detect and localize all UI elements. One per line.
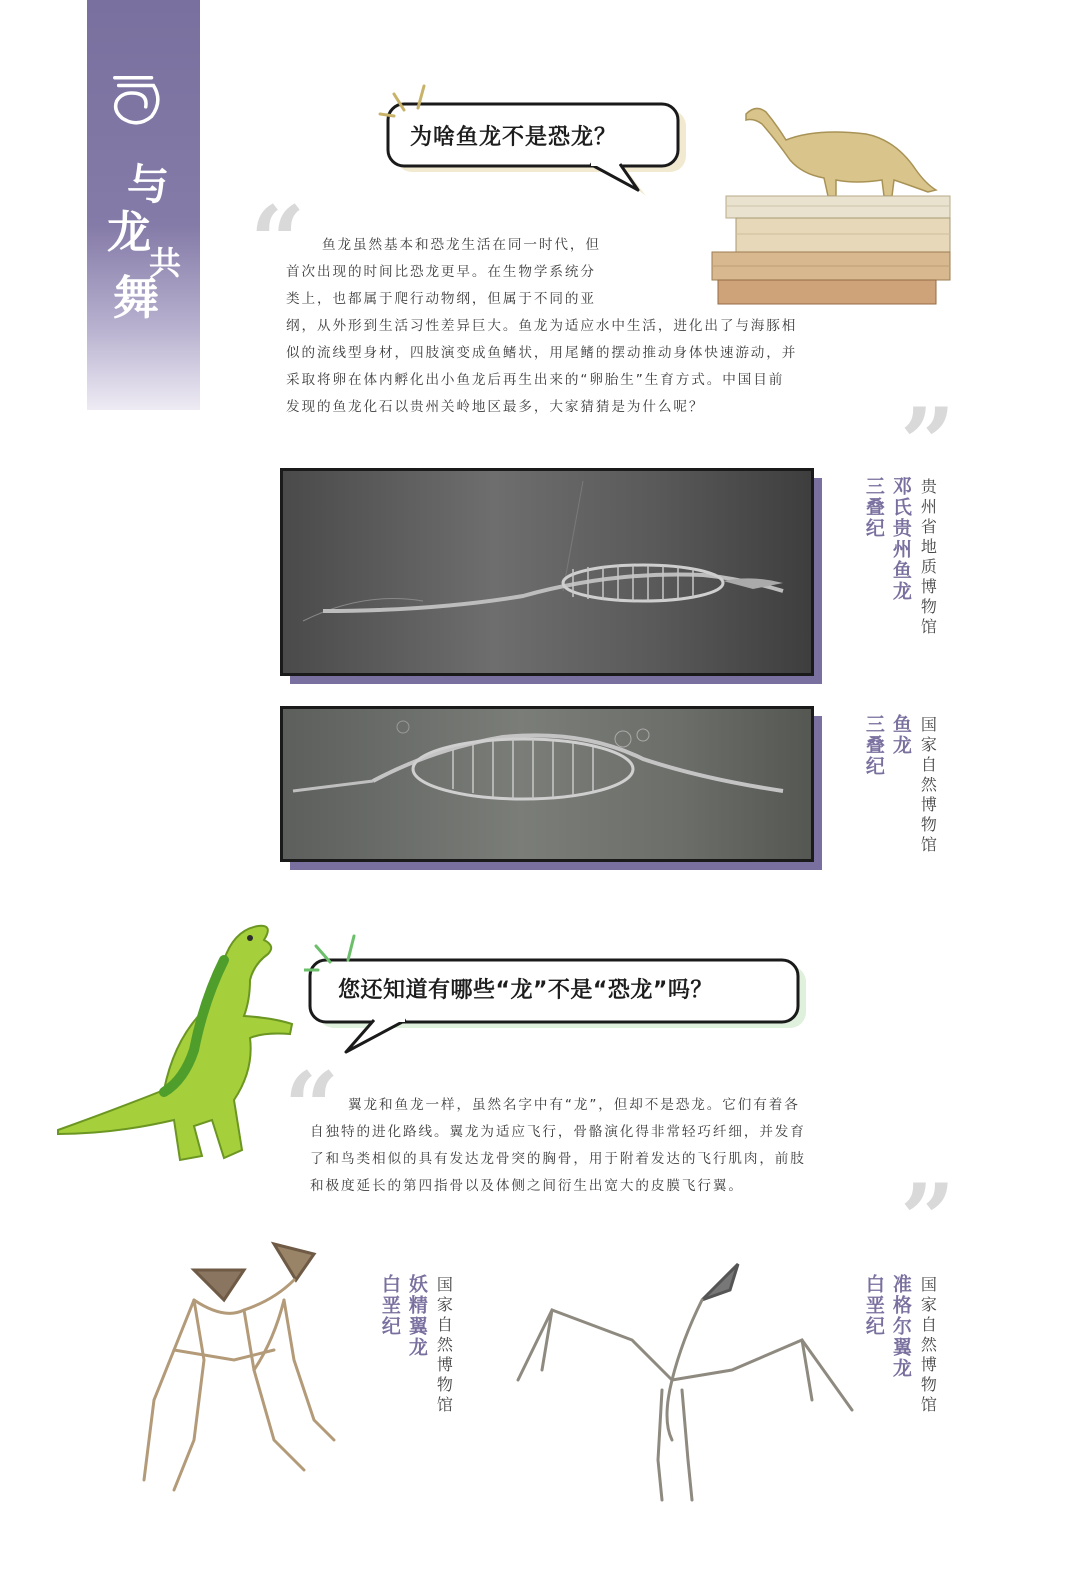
paragraph-1 xyxy=(286,232,936,421)
paragraph-2 xyxy=(310,1092,936,1200)
paragraph-1-line-1: 鱼龙虽然基本和恐龙生活在同一时代，但 xyxy=(322,237,601,253)
pterosaur-2-museum: 国家自然博物馆 xyxy=(918,1276,938,1416)
fossil-1-era: 三叠纪 xyxy=(862,476,885,539)
fossil-1-image xyxy=(280,468,814,676)
fossil-1-museum: 贵州省地质博物馆 xyxy=(918,478,938,638)
paragraph-2-line-2: 自独特的进化路线。翼龙为适应飞行，骨骼演化得非常轻巧纤细，并发育 xyxy=(310,1124,806,1140)
paragraph-1-line-4: 纲，从外形到生活习性差异巨大。鱼龙为适应水中生活，进化出了与海豚相 xyxy=(286,318,798,334)
pterosaur-2-era: 白垩纪 xyxy=(862,1274,885,1337)
paragraph-1-line-7: 发现的鱼龙化石以贵州关岭地区最多，大家猜猜是为什么呢？ xyxy=(286,399,705,415)
question-2-text: 您还知道有哪些“龙”不是“恐龙”吗？ xyxy=(338,978,713,1003)
paragraph-1-line-3: 类上，也都属于爬行动物纲，但属于不同的亚 xyxy=(286,291,596,307)
pterosaur-1-museum: 国家自然博物馆 xyxy=(434,1276,454,1416)
ichthyosaur-skeleton-2 xyxy=(283,709,811,859)
paragraph-2-line-3: 了和鸟类相似的具有发达龙骨突的胸骨，用于附着发达的飞行肌肉，前肢 xyxy=(310,1151,806,1167)
pterosaur-skeleton-2-image xyxy=(512,1260,862,1510)
pterosaur-1-name: 妖精翼龙 xyxy=(405,1274,428,1358)
open-quote-mark-1: “ xyxy=(250,185,306,298)
fossil-2-era: 三叠纪 xyxy=(862,714,885,777)
paragraph-1-line-5: 似的流线型身材，四肢演变成鱼鳍状，用尾鳍的摆动推动身体快速游动，并 xyxy=(286,345,798,361)
banner-char-1: 与 xyxy=(127,160,170,209)
pterosaur-skeleton-1-image xyxy=(134,1240,354,1500)
open-quote-mark-2: “ xyxy=(284,1051,340,1164)
section-number-emblem xyxy=(109,72,167,130)
paragraph-1-line-2: 首次出现的时间比恐龙更早。在生物学系统分 xyxy=(286,264,596,280)
banner-char-3: 共 xyxy=(149,244,182,282)
close-quote-mark-2: ” xyxy=(900,1163,956,1276)
paragraph-1-line-6: 采取将卵在体内孵化出小鱼龙后再生出来的“卵胎生”生育方式。中国目前 xyxy=(286,372,785,388)
question-1-text: 为啥鱼龙不是恐龙？ xyxy=(410,125,618,150)
paragraph-2-line-4: 和极度延长的第四指骨以及体侧之间衍生出宽大的皮膜飞行翼。 xyxy=(310,1178,744,1194)
banner-char-2: 龙 xyxy=(107,207,151,258)
fossil-2-museum: 国家自然博物馆 xyxy=(918,716,938,856)
fossil-2-image xyxy=(280,706,814,862)
fossil-2-name: 鱼龙 xyxy=(889,714,912,756)
pterosaur-1-era: 白垩纪 xyxy=(378,1274,401,1337)
fossil-1-name: 邓氏贵州鱼龙 xyxy=(889,476,912,602)
section-banner xyxy=(87,0,200,410)
green-dinosaur-toy-image xyxy=(54,920,304,1170)
pterosaur-2-name: 准格尔翼龙 xyxy=(889,1274,912,1379)
banner-char-4: 舞 xyxy=(113,271,159,325)
ichthyosaur-skeleton-1 xyxy=(283,471,811,673)
close-quote-mark-1: ” xyxy=(900,387,956,500)
paragraph-2-line-1: 翼龙和鱼龙一样，虽然名字中有“龙”，但却不是恐龙。它们有着各 xyxy=(348,1097,800,1113)
